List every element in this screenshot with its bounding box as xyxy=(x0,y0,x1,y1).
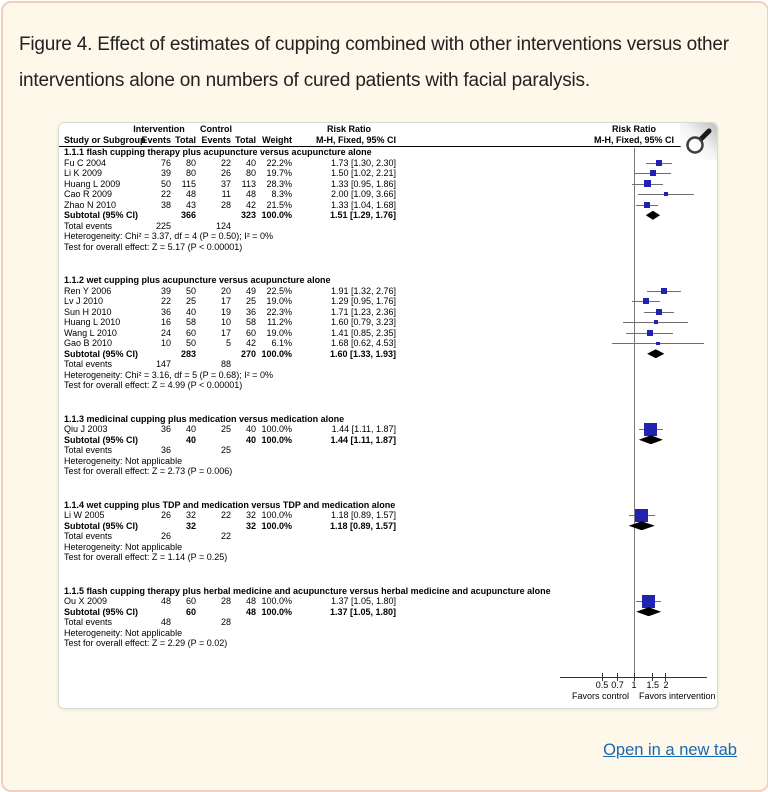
heterogeneity-row xyxy=(59,628,717,639)
total-events-row xyxy=(59,445,717,456)
int-total-col-header: Total xyxy=(175,135,196,145)
x-axis-tick-label: 2 xyxy=(663,680,669,690)
effect-square-marker xyxy=(635,509,648,522)
int-total: 40 xyxy=(185,424,196,434)
int-events: 76 xyxy=(160,157,171,168)
risk-ratio-plot-header: Risk Ratio xyxy=(611,124,656,134)
ctl-total-col-header: Total xyxy=(235,135,256,145)
subtotal-row xyxy=(59,521,717,532)
subtotal-weight: 100.0% xyxy=(261,210,292,220)
open-in-new-tab-link[interactable]: Open in a new tab xyxy=(603,741,737,759)
weight: 100.0% xyxy=(261,424,292,434)
int-total: 32 xyxy=(185,510,196,520)
subtotal-risk-ratio-ci: 1.51 [1.29, 1.76] xyxy=(329,210,396,220)
heterogeneity-text: Heterogeneity: Not applicable xyxy=(64,455,183,466)
subtotal-ctl-total: 48 xyxy=(245,606,256,617)
overall-effect-text: Test for overall effect: Z = 4.99 (P < 0.00001) xyxy=(64,380,243,390)
weight: 11.2% xyxy=(267,317,292,327)
subtotal-row xyxy=(59,435,717,446)
subtotal-ctl-total: 32 xyxy=(245,520,256,531)
effect-square-marker xyxy=(647,330,653,336)
subtotal-int-total: 32 xyxy=(185,520,196,531)
figure-caption: Figure 4. Effect of estimates of cupping combined with other interventions versus other interventions alone on numbers of cured patients with facial paralysis. xyxy=(19,34,729,91)
int-events: 22 xyxy=(160,296,171,306)
weight: 100.0% xyxy=(261,510,292,520)
int-events: 38 xyxy=(160,199,171,210)
intervention-group-header: Intervention xyxy=(133,124,185,134)
section-gap xyxy=(59,477,717,500)
weight: 19.0% xyxy=(266,296,292,306)
subtotal-row xyxy=(59,607,717,618)
section-title: 1.1.3 medicinal cupping plus medication versus medication alone xyxy=(64,413,345,424)
subtotal-ctl-total: 323 xyxy=(240,210,256,220)
int-total: 58 xyxy=(185,317,196,327)
ctl-total: 40 xyxy=(245,424,256,434)
int-total: 115 xyxy=(181,178,196,189)
int-total: 80 xyxy=(185,168,196,178)
ctl-events-col-header: Events xyxy=(201,135,231,145)
study-name: Gao B 2010 xyxy=(64,338,113,348)
ctl-events: 17 xyxy=(220,327,231,338)
study-row xyxy=(59,168,717,179)
risk-ratio-ci: 1.60 [0.79, 3.23] xyxy=(330,317,396,327)
int-total: 48 xyxy=(185,189,196,199)
total-events-int: 147 xyxy=(155,359,171,369)
subtotal-weight: 100.0% xyxy=(261,434,292,445)
int-total: 80 xyxy=(185,157,196,168)
subtotal-risk-ratio-ci: 1.44 [1.11, 1.87] xyxy=(330,434,396,445)
ctl-events: 10 xyxy=(220,317,231,327)
forest-plot-image[interactable] xyxy=(58,122,718,709)
subtotal-ctl-total: 270 xyxy=(240,348,256,359)
effect-square-marker xyxy=(644,180,651,187)
favors-control-label: Favors control xyxy=(571,691,629,701)
subtotal-label: Subtotal (95% CI) xyxy=(64,348,139,359)
subtotal-diamond-marker xyxy=(639,435,663,444)
ctl-events: 19 xyxy=(220,306,231,317)
total-events-row xyxy=(59,359,717,370)
subtotal-label: Subtotal (95% CI) xyxy=(64,606,139,617)
ctl-events: 37 xyxy=(220,178,231,189)
subtotal-diamond-marker xyxy=(629,521,655,530)
section-title: 1.1.5 flash cupping therapy plus herbal medicine and acupuncture versus herbal medicine and acupuncture alone xyxy=(64,585,551,596)
ctl-total: 48 xyxy=(245,189,256,199)
subtotal-diamond-marker xyxy=(647,349,664,358)
subtotal-int-total: 283 xyxy=(180,348,196,359)
ctl-total: 80 xyxy=(245,168,256,178)
overall-effect-text: Test for overall effect: Z = 2.73 (P = 0.006) xyxy=(64,466,233,476)
subtotal-label: Subtotal (95% CI) xyxy=(64,520,139,531)
effect-square-marker xyxy=(661,288,667,294)
weight: 100.0% xyxy=(261,596,292,606)
study-name: Ren Y 2006 xyxy=(64,285,112,296)
effect-square-marker xyxy=(644,423,657,436)
risk-ratio-ci: 1.68 [0.62, 4.53] xyxy=(330,338,396,348)
section-gap xyxy=(59,563,717,586)
favors-intervention-label: Favors intervention xyxy=(639,691,716,701)
total-events-ctl: 22 xyxy=(220,531,231,541)
magnifier-zoom-icon[interactable] xyxy=(680,123,717,160)
int-events: 36 xyxy=(160,306,171,317)
int-total: 25 xyxy=(185,296,196,306)
figure-popup-card xyxy=(1,1,768,792)
risk-ratio-ci: 1.29 [0.95, 1.76] xyxy=(330,296,396,306)
ctl-total: 32 xyxy=(245,510,256,520)
subtotal-int-total: 60 xyxy=(185,606,196,617)
int-total: 50 xyxy=(185,285,196,296)
ctl-total: 42 xyxy=(245,199,256,210)
total-events-ctl: 88 xyxy=(220,359,231,369)
x-axis-tick-label: 0.7 xyxy=(611,680,624,690)
forest-plot-rows xyxy=(59,147,717,649)
heterogeneity-row xyxy=(59,370,717,381)
study-col-header: Study or Subgroup xyxy=(64,135,146,145)
subtotal-weight: 100.0% xyxy=(261,520,292,531)
effect-square-marker xyxy=(654,320,658,324)
overall-effect-text: Test for overall effect: Z = 5.17 (P < 0.00001) xyxy=(64,241,243,252)
subtotal-int-total: 366 xyxy=(180,210,196,220)
subtotal-label: Subtotal (95% CI) xyxy=(64,434,139,445)
ctl-total: 42 xyxy=(245,338,256,348)
study-name: Zhao N 2010 xyxy=(64,199,117,210)
total-events-int: 26 xyxy=(160,531,171,541)
heterogeneity-row xyxy=(59,542,717,553)
effect-square-marker xyxy=(664,192,668,196)
total-events-ctl: 124 xyxy=(215,220,231,231)
total-events-label: Total events xyxy=(64,531,113,541)
int-total: 40 xyxy=(185,306,196,317)
study-name: Qiu J 2003 xyxy=(64,424,108,434)
forest-plot-header xyxy=(59,123,717,147)
ctl-events: 22 xyxy=(220,510,231,520)
section-gap xyxy=(59,391,717,414)
heterogeneity-text: Heterogeneity: Not applicable xyxy=(64,627,183,638)
risk-ratio-ci: 1.41 [0.85, 2.35] xyxy=(330,327,396,338)
study-name: Wang L 2010 xyxy=(64,327,117,338)
total-events-label: Total events xyxy=(64,617,113,627)
total-events-ctl: 28 xyxy=(220,617,231,627)
ctl-events: 26 xyxy=(220,168,231,178)
heterogeneity-text: Heterogeneity: Chi² = 3.37, df = 4 (P = 0.50); I² = 0% xyxy=(64,231,273,241)
int-total: 50 xyxy=(185,338,196,348)
int-total: 43 xyxy=(185,199,196,210)
int-events: 50 xyxy=(160,178,171,189)
section-title: 1.1.4 wet cupping plus TDP and medication versus TDP and medication alone xyxy=(64,499,396,510)
weight: 22.5% xyxy=(266,285,292,296)
ctl-events: 28 xyxy=(220,199,231,210)
weight: 22.3% xyxy=(266,306,292,317)
risk-ratio-col-header: Risk Ratio xyxy=(326,124,371,134)
section-title-row xyxy=(59,586,717,597)
study-row xyxy=(59,158,717,169)
study-row xyxy=(59,510,717,521)
study-row xyxy=(59,200,717,211)
study-row xyxy=(59,286,717,297)
ctl-events: 17 xyxy=(220,296,231,306)
risk-ratio-ci: 1.73 [1.30, 2.30] xyxy=(330,157,396,168)
int-events-col-header: Events xyxy=(141,135,171,145)
weight: 8.3% xyxy=(271,189,292,199)
study-row xyxy=(59,328,717,339)
subtotal-risk-ratio-ci: 1.37 [1.05, 1.80] xyxy=(329,606,396,617)
weight-col-header: Weight xyxy=(262,135,292,145)
subtotal-weight: 100.0% xyxy=(261,348,292,359)
risk-ratio-ci: 2.00 [1.09, 3.66] xyxy=(330,189,396,199)
x-axis-tick-label: 1.5 xyxy=(646,680,659,690)
ctl-events: 25 xyxy=(220,424,231,434)
overall-effect-row xyxy=(59,242,717,253)
weight: 28.3% xyxy=(266,178,292,189)
risk-ratio-ci: 1.71 [1.23, 2.36] xyxy=(330,306,396,317)
effect-square-marker xyxy=(650,170,656,176)
subtotal-risk-ratio-ci: 1.60 [1.33, 1.93] xyxy=(329,348,396,359)
ctl-total: 40 xyxy=(245,157,256,168)
int-events: 36 xyxy=(160,424,171,434)
risk-ratio-ci: 1.33 [1.04, 1.68] xyxy=(330,199,396,210)
study-row xyxy=(59,317,717,328)
ctl-total: 58 xyxy=(245,317,256,327)
heterogeneity-row xyxy=(59,456,717,467)
weight: 22.2% xyxy=(266,157,292,168)
total-events-label: Total events xyxy=(64,220,113,231)
section-gap xyxy=(59,252,717,275)
mh-ci-plot-header: M-H, Fixed, 95% CI xyxy=(593,135,674,145)
overall-effect-row xyxy=(59,380,717,391)
study-name: Li W 2005 xyxy=(64,510,105,520)
subtotal-row xyxy=(59,210,717,221)
effect-square-marker xyxy=(643,298,649,304)
ctl-events: 5 xyxy=(225,338,231,348)
subtotal-risk-ratio-ci: 1.18 [0.89, 1.57] xyxy=(329,520,396,531)
study-row xyxy=(59,596,717,607)
risk-ratio-ci: 1.18 [0.89, 1.57] xyxy=(330,510,396,520)
int-events: 48 xyxy=(160,596,171,606)
total-events-label: Total events xyxy=(64,445,113,455)
int-events: 26 xyxy=(160,510,171,520)
section-title: 1.1.2 wet cupping plus acupuncture versus acupuncture alone xyxy=(64,275,331,285)
section-title-row xyxy=(59,500,717,511)
total-events-label: Total events xyxy=(64,359,113,369)
study-row xyxy=(59,179,717,190)
total-events-ctl: 25 xyxy=(220,445,231,455)
study-row xyxy=(59,338,717,349)
int-events: 10 xyxy=(160,338,171,348)
total-events-int: 36 xyxy=(160,445,171,455)
study-row xyxy=(59,189,717,200)
study-row xyxy=(59,296,717,307)
overall-effect-text: Test for overall effect: Z = 1.14 (P = 0.25) xyxy=(64,552,228,562)
int-events: 16 xyxy=(160,317,171,327)
study-name: Ou X 2009 xyxy=(64,596,108,606)
overall-effect-row xyxy=(59,466,717,477)
ctl-total: 60 xyxy=(245,327,256,338)
weight: 19.0% xyxy=(266,327,292,338)
study-name: Lv J 2010 xyxy=(64,296,104,306)
section-title: 1.1.1 flash cupping therapy plus acupuncture versus acupuncture alone xyxy=(64,147,372,157)
x-axis-tick-label: 0.5 xyxy=(595,680,609,690)
effect-square-marker xyxy=(656,309,662,315)
control-group-header: Control xyxy=(200,124,232,134)
study-name: Cao R 2009 xyxy=(64,189,113,199)
ctl-total: 36 xyxy=(245,306,256,317)
study-name: Fu C 2004 xyxy=(64,157,107,168)
subtotal-int-total: 40 xyxy=(185,434,196,445)
section-title-row xyxy=(59,414,717,425)
int-total: 60 xyxy=(185,327,196,338)
total-events-row xyxy=(59,221,717,232)
total-events-row xyxy=(59,617,717,628)
ctl-total: 25 xyxy=(245,296,256,306)
weight: 6.1% xyxy=(271,338,292,348)
heterogeneity-text: Heterogeneity: Chi² = 3.16, df = 5 (P = 0.68); I² = 0% xyxy=(64,369,273,380)
study-name: Sun H 2010 xyxy=(64,306,112,317)
ctl-total: 48 xyxy=(245,596,256,606)
study-name: Li K 2009 xyxy=(64,168,103,178)
ctl-events: 22 xyxy=(220,157,231,168)
subtotal-ctl-total: 40 xyxy=(245,434,256,445)
overall-effect-row xyxy=(59,552,717,563)
x-axis-tick-label: 1 xyxy=(631,680,637,690)
risk-ratio-ci: 1.91 [1.32, 2.76] xyxy=(330,285,396,296)
int-events: 24 xyxy=(160,327,171,338)
int-total: 60 xyxy=(185,596,196,606)
ctl-total: 49 xyxy=(245,285,256,296)
weight: 21.5% xyxy=(266,199,292,210)
total-events-row xyxy=(59,531,717,542)
ctl-events: 11 xyxy=(221,189,231,199)
int-events: 39 xyxy=(160,285,171,296)
overall-effect-text: Test for overall effect: Z = 2.29 (P = 0.02) xyxy=(64,638,228,648)
heterogeneity-text: Heterogeneity: Not applicable xyxy=(64,541,183,552)
effect-square-marker xyxy=(656,160,662,166)
total-events-int: 48 xyxy=(160,617,171,627)
int-events: 22 xyxy=(160,189,171,199)
subtotal-diamond-marker xyxy=(636,607,661,616)
study-row xyxy=(59,424,717,435)
study-name: Huang L 2010 xyxy=(64,317,121,327)
section-title-row xyxy=(59,147,717,158)
effect-square-marker xyxy=(642,595,655,608)
weight: 19.7% xyxy=(266,168,292,178)
risk-ratio-ci: 1.50 [1.02, 2.21] xyxy=(330,168,396,178)
overall-effect-row xyxy=(59,638,717,649)
ctl-events: 28 xyxy=(220,596,231,606)
risk-ratio-ci: 1.37 [1.05, 1.80] xyxy=(330,596,396,606)
mh-ci-col-header: M-H, Fixed, 95% CI xyxy=(315,135,396,145)
subtotal-row xyxy=(59,349,717,360)
ctl-total: 113 xyxy=(241,178,256,189)
subtotal-weight: 100.0% xyxy=(261,606,292,617)
effect-square-marker xyxy=(644,202,650,208)
study-row xyxy=(59,307,717,318)
risk-ratio-ci: 1.44 [1.11, 1.87] xyxy=(331,424,396,434)
magnifier-glyph xyxy=(680,123,717,160)
ctl-events: 20 xyxy=(220,285,231,296)
section-title-row xyxy=(59,275,717,286)
subtotal-diamond-marker xyxy=(646,211,660,220)
total-events-int: 225 xyxy=(155,220,171,231)
risk-ratio-ci: 1.33 [0.95, 1.86] xyxy=(330,178,396,189)
heterogeneity-row xyxy=(59,231,717,242)
subtotal-label: Subtotal (95% CI) xyxy=(64,210,139,220)
int-events: 39 xyxy=(160,168,171,178)
study-name: Huang L 2009 xyxy=(64,178,121,189)
effect-square-marker xyxy=(656,342,659,345)
